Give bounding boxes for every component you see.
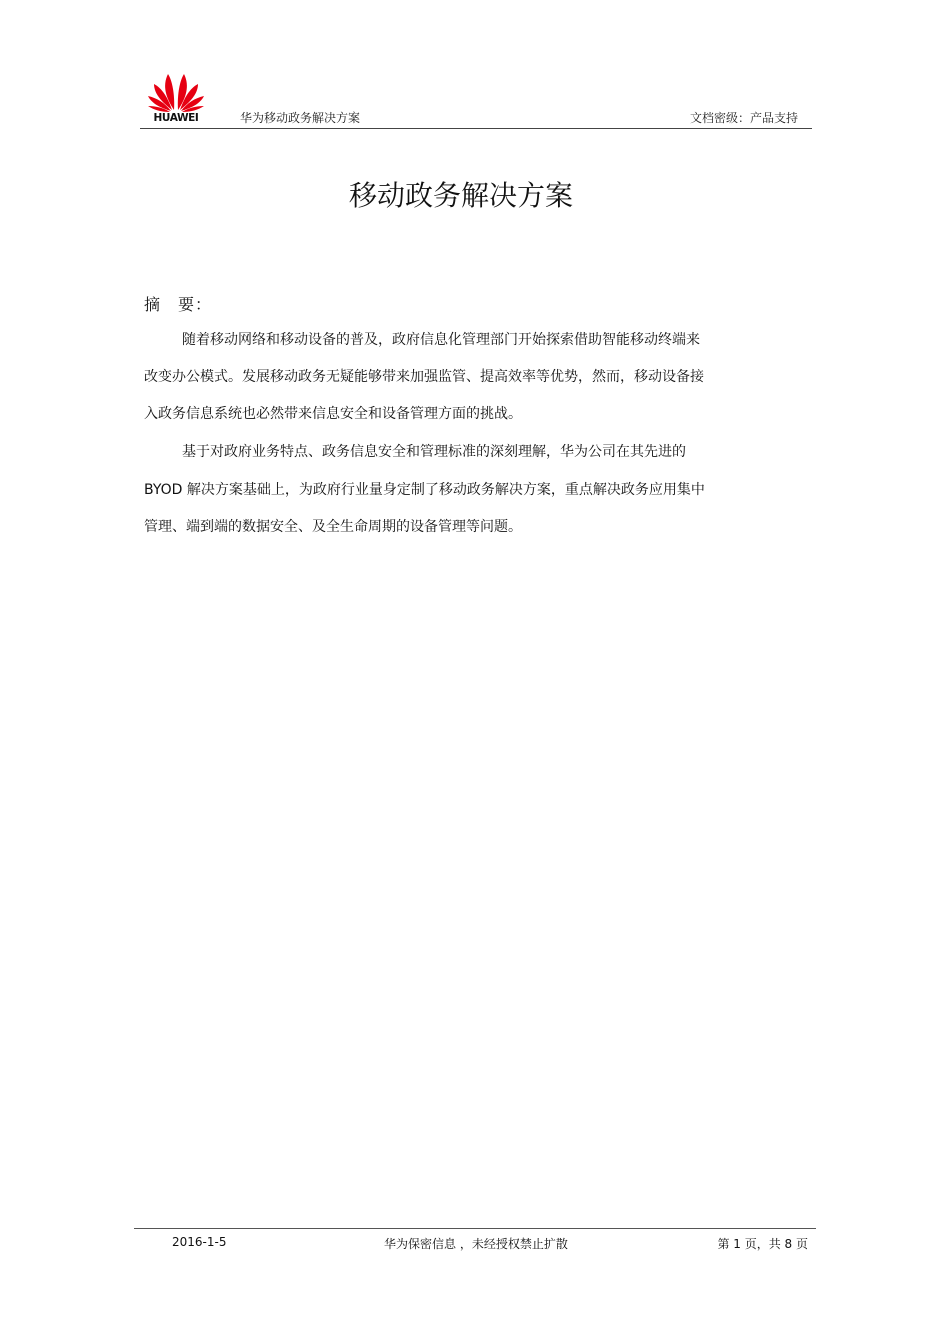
- footer-page-number: 第 1 页，共 8 页: [717, 1237, 808, 1251]
- paragraph-line: 基于对政府业务特点、政务信息安全和管理标准的深刻理解，华为公司在其先进的: [182, 444, 686, 460]
- page-header: [140, 66, 812, 129]
- header-document-name: 华为移动政务解决方案: [240, 111, 361, 125]
- huawei-logo-icon: [144, 68, 208, 114]
- footer-confidential-notice: 华为保密信息 ，未经授权禁止扩散: [384, 1237, 568, 1251]
- footer-date: 2016-1-5: [172, 1235, 227, 1249]
- document-title: 移动政务解决方案: [348, 179, 573, 212]
- page-footer: [134, 1228, 816, 1253]
- paragraph-line: 管理、端到端的数据安全、及全生命周期的设备管理等问题。: [144, 519, 522, 535]
- paragraph-line: 入政务信息系统也必然带来信息安全和设备管理方面的挑战。: [144, 406, 522, 422]
- paragraph-line: 改变办公模式。发展移动政务无疑能够带来加强监管、提高效率等优势，然而，移动设备接: [144, 369, 704, 385]
- abstract-label: 摘 要：: [144, 295, 213, 314]
- paragraph-line: 随着移动网络和移动设备的普及，政府信息化管理部门开始探索借助智能移动终端来: [182, 332, 700, 348]
- logo-wordmark: HUAWEI: [153, 112, 199, 124]
- header-security-level: 文档密级：产品支持: [689, 111, 798, 125]
- paragraph-line: BYOD 解决方案基础上，为政府行业量身定制了移动政务解决方案，重点解决政务应用集中: [144, 482, 705, 498]
- huawei-logo: [144, 68, 208, 126]
